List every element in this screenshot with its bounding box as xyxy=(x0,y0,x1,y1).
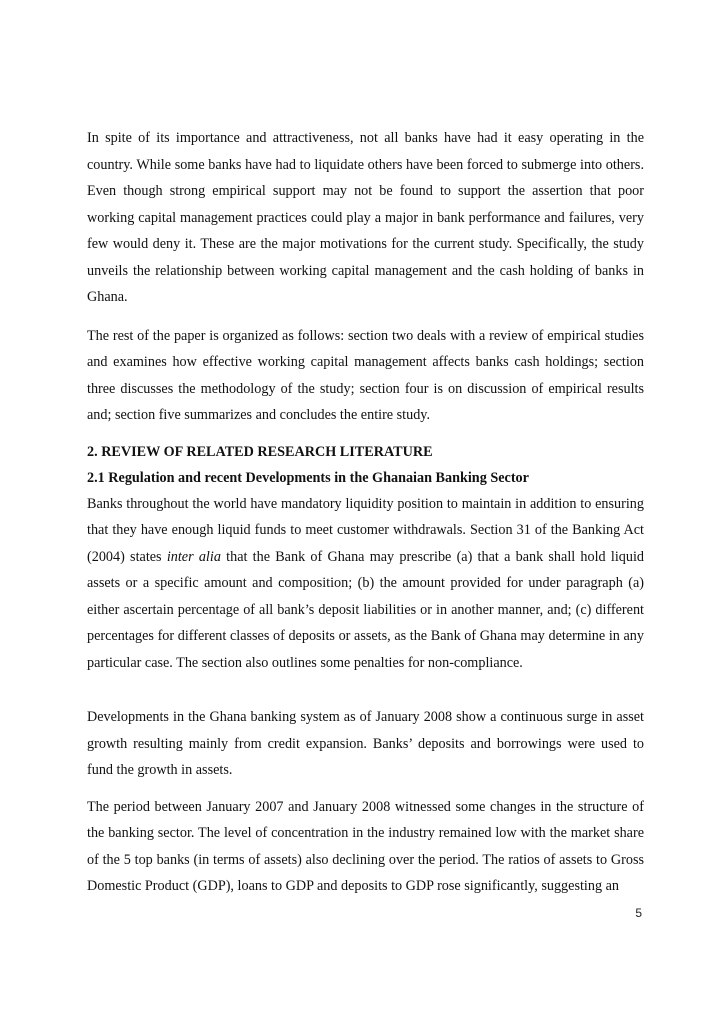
regulation-paragraph xyxy=(87,491,644,677)
page-number: 5 xyxy=(635,906,642,920)
regulation-text-end: that the Bank of Ghana may prescribe (a) that a bank shall hold liquid assets or a specific amount and composition; (b) the amount provided for under paragraph (a) either ascertain percentage of all bank’s deposit liabilities or in another manner, and; (c) different percentages for different classes of deposits or assets, as the Bank of Ghana may determine in any particular case. The section also outlines some penalties for non-compliance. xyxy=(87,548,644,671)
outline-paragraph: The rest of the paper is organized as follows: section two deals with a review of empirical studies and examines how effective working capital management affects banks cash holdings; section three discusses the methodology of the study; section four is on discussion of empirical results and; section five summarizes and concludes the entire study. xyxy=(87,327,644,423)
latin-phrase: inter alia xyxy=(166,548,221,565)
page-body xyxy=(87,125,644,900)
structure-paragraph: The period between January 2007 and January 2008 witnessed some changes in the structure of the banking sector. The level of concentration in the industry remained low with the market share of the 5 top banks (in terms of assets) also declining over the period. The ratios of assets to Gross Domestic Product (GDP), loans to GDP and deposits to GDP rose significantly, suggesting an xyxy=(87,798,644,894)
subsection-heading: 2.1 Regulation and recent Developments in the Ghanaian Banking Sector xyxy=(87,469,529,486)
intro-paragraph: In spite of its importance and attractiveness, not all banks have had it easy operating in the country. While some banks have had to liquidate others have been forced to submerge into others. Even though strong empirical support may not be found to support the assertion that poor working capital management practices could play a major in bank performance and failures, very few would deny it. These are the major motivations for the current study. Specifically, the study unveils the relationship between working capital management and the cash holding of banks in Ghana. xyxy=(87,130,644,305)
regulation-text-start: Banks throughout the world have mandatory liquidity position to maintain in addition to ensuring that they have enough liquid funds to meet customer withdrawals. Section 31 of the Banking Act (2004) states xyxy=(87,495,644,565)
section-heading: 2. REVIEW OF RELATED RESEARCH LITERATURE xyxy=(87,443,433,460)
developments-paragraph: Developments in the Ghana banking system as of January 2008 show a continuous surge in asset growth resulting mainly from credit expansion. Banks’ deposits and borrowings were used to fund the growth in assets. xyxy=(87,709,644,778)
